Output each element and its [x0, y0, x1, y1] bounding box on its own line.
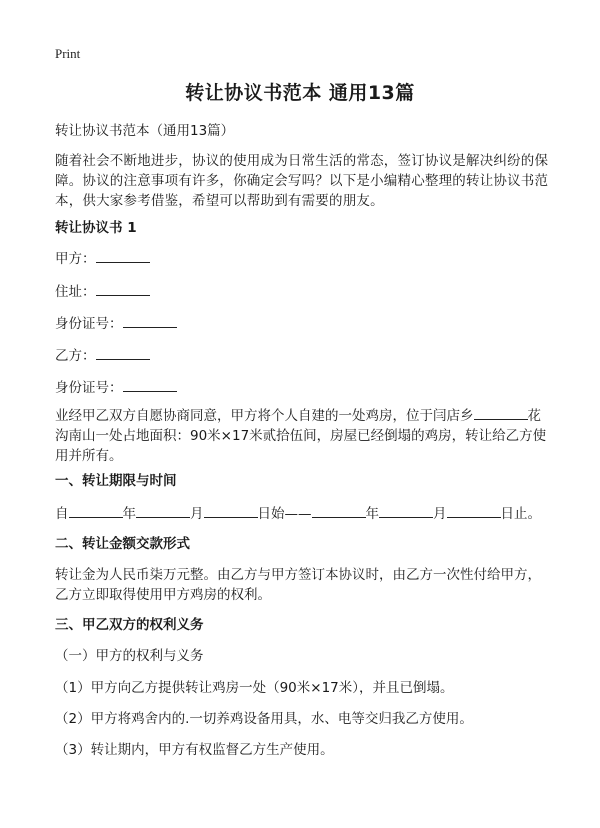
document-subtitle: 转让协议书范本（通用13篇） [55, 123, 235, 139]
clause-3-item-3: （3）转让期内，甲方有权监督乙方生产使用。 [55, 742, 334, 758]
field-party-b-blank [96, 345, 150, 360]
end-year-blank [312, 503, 366, 518]
date-year2-label: 年 [365, 506, 379, 522]
field-id-a-blank [123, 313, 177, 328]
section-heading-agreement-1: 转让协议书 1 [55, 220, 137, 236]
page-title: 转让协议书范本 通用13篇 [185, 82, 415, 104]
start-year-blank [69, 503, 123, 518]
field-party-a-label: 甲方： [55, 251, 96, 267]
date-from-label: 自 [55, 506, 69, 522]
clause-2-text: 转让金为人民币柒万元整。由乙方与甲方签订本协议时，由乙方一次性付给甲方，乙方立即取得使用甲方鸡房的权利。 [55, 567, 541, 603]
field-id-b-label: 身份证号： [55, 380, 123, 396]
clause-1-heading: 一、转让期限与时间 [55, 473, 177, 489]
date-year-label: 年 [122, 506, 136, 522]
print-label[interactable]: Print [55, 46, 81, 61]
field-id-a-label: 身份证号： [55, 316, 123, 332]
start-day-blank [204, 503, 258, 518]
agreement-text-part1: 业经甲乙双方自愿协商同意，甲方将个人自建的一处鸡房，位于闫店乡 [55, 408, 474, 424]
transfer-period-row [55, 503, 541, 524]
clause-3-sub-1: （一）甲方的权利与义务 [55, 648, 204, 664]
date-month2-label: 月 [433, 506, 447, 522]
field-party-a [55, 248, 150, 269]
field-party-b-label: 乙方： [55, 348, 96, 364]
field-party-a-blank [96, 248, 150, 263]
end-day-blank [447, 503, 501, 518]
agreement-text-part2: 花沟南山一处占地面积：90米×17米贰拾伍间，房屋已经倒塌的鸡房，转让给乙方使用并所有。 [55, 408, 547, 464]
field-address [55, 281, 150, 302]
clause-3-item-1: （1）甲方向乙方提供转让鸡房一处（90米×17米），并且已倒塌。 [55, 680, 454, 696]
date-month-label: 月 [190, 506, 204, 522]
clause-3-item-2: （2）甲方将鸡舍内的.一切养鸡设备用具，水、电等交归我乙方使用。 [55, 711, 473, 727]
location-blank [474, 405, 528, 420]
start-month-blank [136, 503, 190, 518]
end-month-blank [379, 503, 433, 518]
field-id-a [55, 313, 177, 334]
clause-2-heading: 二、转让金额交款形式 [55, 536, 190, 552]
field-party-b [55, 345, 150, 366]
intro-paragraph: 随着社会不断地进步，协议的使用成为日常生活的常态，签订协议是解决纠纷的保障。协议的注意事项有许多，你确定会写吗？以下是小编精心整理的转让协议书范本，供大家参考借鉴，希望可以帮助到有需要的朋友。 [55, 153, 549, 209]
date-day-start-label: 日始—— [257, 506, 312, 522]
field-address-blank [96, 281, 150, 296]
clause-3-heading: 三、甲乙双方的权利义务 [55, 617, 204, 633]
field-address-label: 住址： [55, 284, 96, 300]
agreement-paragraph [55, 405, 549, 466]
date-day-end-label: 日止。 [500, 506, 541, 522]
field-id-b [55, 377, 177, 398]
field-id-b-blank [123, 377, 177, 392]
